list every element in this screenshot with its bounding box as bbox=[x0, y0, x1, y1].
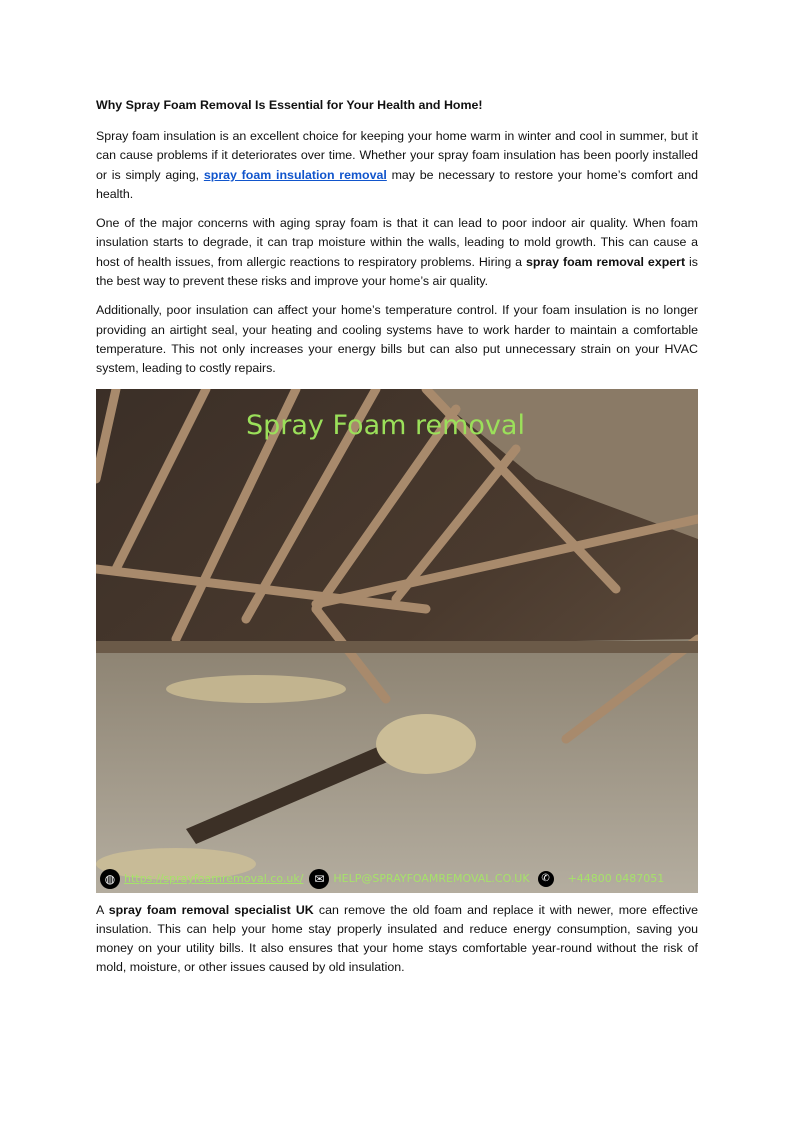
document-body bbox=[96, 96, 698, 988]
contact-bar bbox=[100, 869, 664, 889]
image-overlay-title: Spray Foam removal bbox=[246, 409, 525, 441]
text: Spray foam insulation is an excellent choice for keeping your home warm in winter and cool in summer, but it can cause problems if it deteriorates over time. Whether your spray foam insulation has been poorly installed or is simply aging, bbox=[96, 129, 698, 182]
website-link[interactable]: https://sprayfoamremoval.co.uk/ bbox=[124, 872, 304, 886]
spray-foam-removal-link[interactable]: spray foam insulation removal bbox=[203, 167, 387, 182]
phone-text: +44800 0487051 bbox=[567, 872, 665, 886]
envelope-icon: ✉ bbox=[309, 869, 329, 889]
paragraph-temperature: Additionally, poor insulation can affect your home’s temperature control. If your foam insulation is no longer providing an airtight seal, your heating and cooling systems have to work harder to maintain a comfortable temperature. This not only increases your energy bills but can also put unnecessary strain on your HVAC system, leading to costly repairs. bbox=[96, 303, 698, 376]
text: A bbox=[96, 902, 109, 917]
text: One of the major concerns with aging spray foam is that it can lead to poor indoor air quality. When foam insulation starts to degrade, it can trap moisture within the walls, leading to mold growth. This can cause a host of health issues, from allergic reactions to respiratory problems. Hiring a bbox=[96, 216, 698, 269]
paragraph-intro bbox=[96, 127, 698, 204]
email-text: HELP@SPRAYFOAMREMOVAL.CO.UK bbox=[333, 872, 530, 886]
document-title: Why Spray Foam Removal Is Essential for Your Health and Home! bbox=[96, 98, 483, 112]
bold-text: spray foam removal expert bbox=[525, 254, 686, 269]
bold-text: spray foam removal specialist UK bbox=[108, 902, 314, 917]
phone-icon: ✆ bbox=[538, 871, 554, 887]
attic-illustration bbox=[96, 389, 698, 893]
text: may be necessary to restore your home’s comfort and health. bbox=[96, 167, 698, 201]
paragraph-specialist bbox=[96, 901, 698, 978]
attic-photo bbox=[96, 389, 698, 893]
globe-icon: ◍ bbox=[100, 869, 120, 889]
text: is the best way to prevent these risks and improve your home’s air quality. bbox=[96, 254, 698, 289]
paragraph-air-quality bbox=[96, 214, 698, 291]
text: can remove the old foam and replace it with newer, more effective insulation. This can help your home stay properly insulated and reduce energy consumption, saving you money on your utility bills. It also ensures that your home stays comfortable year-round without the risk of mold, moisture, or other issues caused by old insulation. bbox=[96, 902, 698, 975]
